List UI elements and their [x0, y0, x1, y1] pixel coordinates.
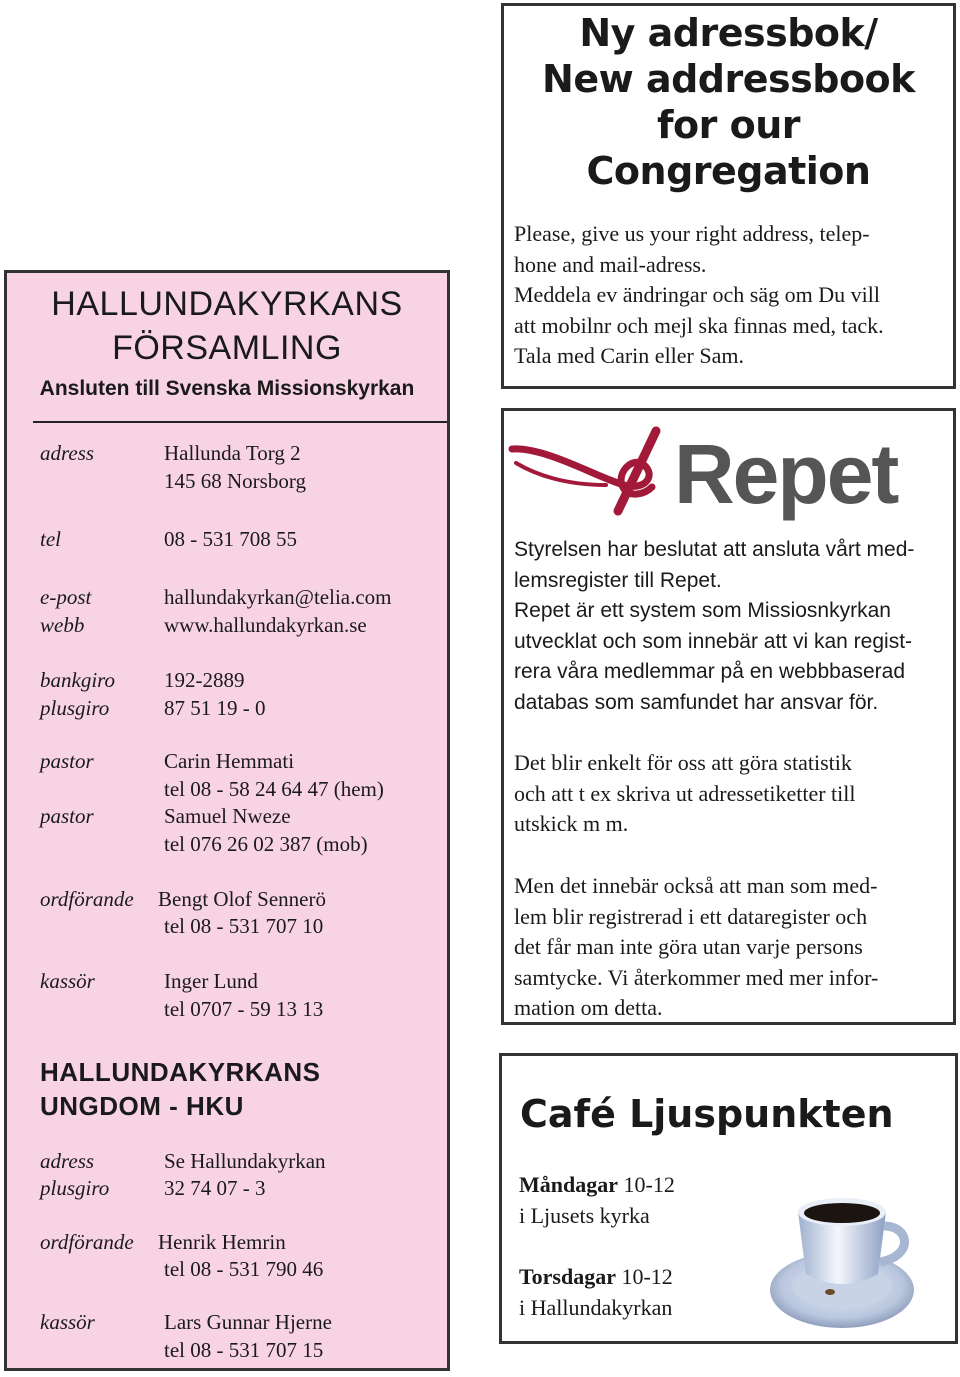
- plusgiro-label: plusgiro: [40, 696, 110, 720]
- cafe-day1-name: Måndagar: [519, 1172, 618, 1197]
- church-info-panel: [4, 270, 450, 1371]
- chair-name: Bengt Olof Sennerö: [158, 887, 326, 911]
- repet-p1-line6: databas som samfundet har ansvar för.: [514, 690, 879, 714]
- repet-paragraph-1: [514, 535, 944, 718]
- church-title-line1: HALLUNDAKYRKANS: [51, 285, 403, 323]
- cafe-day1-place: i Ljusets kyrka: [519, 1203, 650, 1228]
- cafe-day1: [519, 1172, 675, 1198]
- pastor2-label: pastor: [40, 804, 94, 828]
- addressbook-text: [514, 219, 944, 372]
- repet-p1-line1: Styrelsen har beslutat att ansluta vårt med-: [514, 538, 915, 561]
- cafe-day2-time: 10-12: [615, 1264, 673, 1289]
- addressbook-text-line2: hone and mail-adress.: [514, 251, 707, 277]
- epost-label: e-post: [40, 585, 92, 609]
- addressbook-text-line5: Tala med Carin eller Sam.: [514, 343, 744, 368]
- repet-p3-line1: Men det innebär också att man som med-: [514, 873, 878, 898]
- addressbook-title-line4: Congregation: [586, 149, 871, 193]
- repet-logo-icon: [506, 425, 946, 521]
- repet-p1-line4: utvecklat och som innebär att vi kan regist-: [514, 629, 913, 653]
- hku-chair-name: Henrik Hemrin: [158, 1230, 286, 1254]
- repet-p3-line5: mation om detta.: [514, 995, 663, 1020]
- addressbook-title: [504, 10, 953, 194]
- adress-label: adress: [40, 441, 95, 465]
- repet-p1-line2: lemsregister till Repet.: [514, 568, 722, 592]
- hku-treasurer-tel: tel 08 - 531 707 15: [164, 1338, 324, 1362]
- addressbook-text-line1: Please, give us your right address, telep-: [514, 221, 870, 246]
- hku-adress-value: Se Hallundakyrkan: [164, 1149, 326, 1173]
- treasurer-label: kassör: [40, 969, 95, 993]
- repet-p2-line1: Det blir enkelt för oss att göra statistik: [514, 750, 852, 775]
- addressbook-title-line1: Ny adressbok/: [579, 11, 878, 55]
- hku-chair-tel: tel 08 - 531 790 46: [164, 1257, 324, 1281]
- chair-label: ordförande: [40, 887, 134, 911]
- pastor2-tel: tel 076 26 02 387 (mob): [164, 832, 368, 856]
- addressbook-title-line3: for our: [656, 103, 800, 147]
- repet-p2-line3: utskick m m.: [514, 811, 629, 836]
- hku-title-line2: UNGDOM - HKU: [40, 1091, 244, 1121]
- cafe-day2-name: Torsdagar: [519, 1264, 616, 1289]
- addressbook-box: [501, 3, 956, 389]
- hku-adress-label: adress: [40, 1149, 95, 1173]
- cafe-day2: [519, 1264, 673, 1290]
- repet-p3-line4: samtycke. Vi återkommer med mer infor-: [514, 964, 879, 990]
- hku-title-line1: HALLUNDAKYRKANS: [40, 1057, 321, 1087]
- pastor1-tel: tel 08 - 58 24 64 47 (hem): [164, 777, 384, 801]
- treasurer-tel: tel 0707 - 59 13 13: [164, 997, 324, 1021]
- hku-treasurer-name: Lars Gunnar Hjerne: [164, 1310, 332, 1334]
- repet-p1-line5: rera våra medlemmar på en webbbaserad: [514, 660, 906, 683]
- church-title-line2: FÖRSAMLING: [112, 329, 342, 367]
- cafe-box: [499, 1053, 958, 1344]
- pastor2-name: Samuel Nweze: [164, 804, 291, 828]
- hku-treasurer-label: kassör: [40, 1310, 95, 1334]
- cafe-title: Café Ljuspunkten: [520, 1092, 894, 1136]
- divider: [33, 421, 447, 423]
- repet-p1-line3: Repet är ett system som Missiosnkyrkan: [514, 599, 891, 622]
- repet-paragraph-2: [514, 748, 944, 840]
- bankgiro-label: bankgiro: [40, 668, 116, 692]
- epost-value[interactable]: hallundakyrkan@telia.com: [164, 585, 392, 609]
- repet-box: [501, 408, 956, 1025]
- webb-label: webb: [40, 613, 85, 637]
- repet-paragraph-3: [514, 871, 944, 1024]
- adress-line1: Hallunda Torg 2: [164, 441, 301, 465]
- adress-line2: 145 68 Norsborg: [164, 469, 306, 493]
- addressbook-title-line2: New addressbook: [542, 57, 915, 101]
- repet-p2-line2: och att t ex skriva ut adressetiketter till: [514, 780, 856, 806]
- cafe-day2-place: i Hallundakyrkan: [519, 1295, 673, 1320]
- coffee-cup-icon: [770, 1182, 920, 1332]
- bankgiro-value: 192-2889: [164, 668, 245, 692]
- cafe-day1-time: 10-12: [618, 1172, 675, 1197]
- plusgiro-value: 87 51 19 - 0: [164, 696, 266, 720]
- webb-value[interactable]: www.hallundakyrkan.se: [164, 613, 367, 637]
- repet-logo-text: Repet: [674, 427, 898, 521]
- repet-p3-line3: det får man inte göra utan varje persons: [514, 934, 863, 959]
- church-subtitle: Ansluten till Svenska Missionskyrkan: [39, 377, 415, 400]
- hku-plusgiro-label: plusgiro: [40, 1176, 110, 1200]
- pastor1-label: pastor: [40, 749, 94, 773]
- hku-plusgiro-value: 32 74 07 - 3: [164, 1176, 266, 1200]
- addressbook-text-line4: att mobilnr och mejl ska finnas med, tack.: [514, 312, 884, 338]
- hku-chair-label: ordförande: [40, 1230, 134, 1254]
- tel-label: tel: [40, 527, 61, 551]
- treasurer-name: Inger Lund: [164, 969, 258, 993]
- pastor1-name: Carin Hemmati: [164, 749, 295, 773]
- tel-value: 08 - 531 708 55: [164, 527, 297, 551]
- addressbook-text-line3: Meddela ev ändringar och säg om Du vill: [514, 282, 880, 307]
- chair-tel: tel 08 - 531 707 10: [164, 914, 324, 938]
- repet-p3-line2: lem blir registrerad i ett dataregister och: [514, 903, 868, 929]
